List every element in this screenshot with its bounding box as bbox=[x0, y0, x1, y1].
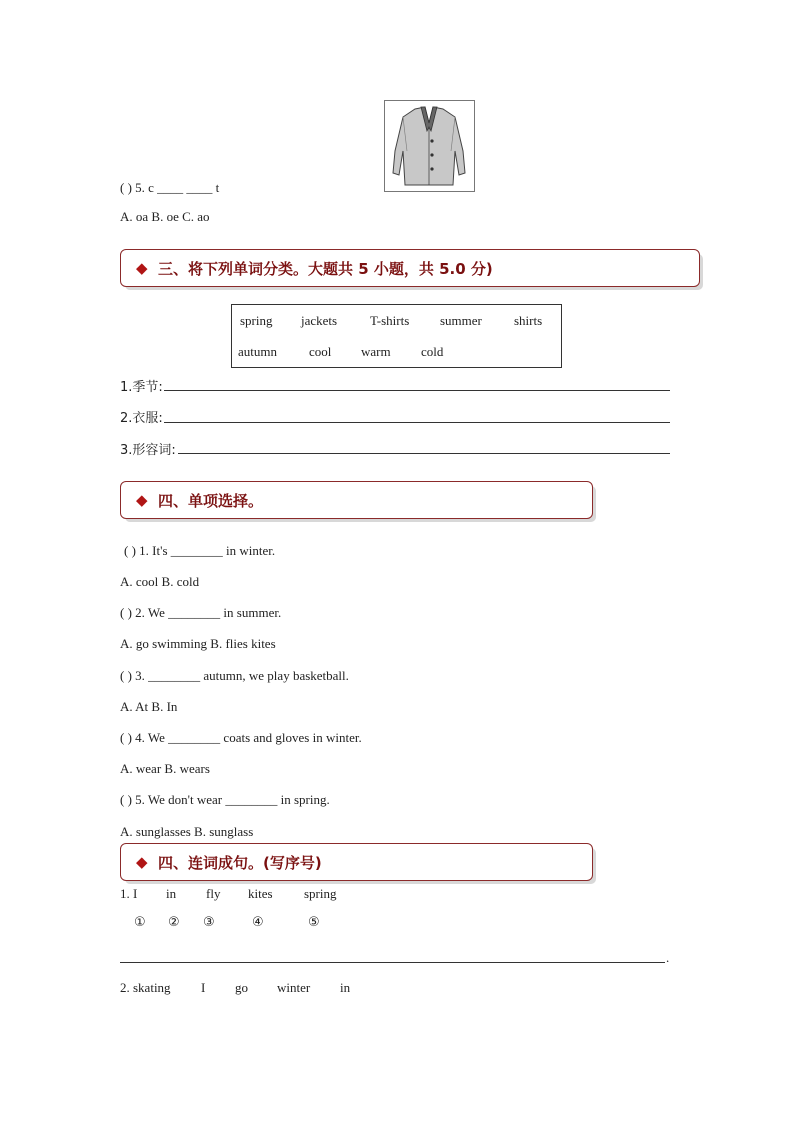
q5-prev-options: A. oa B. oe C. ao bbox=[120, 209, 210, 224]
order-number: ① bbox=[134, 915, 146, 930]
word: cool bbox=[309, 344, 332, 359]
question-options: A. sunglasses B. sunglass bbox=[120, 824, 254, 839]
word: summer bbox=[440, 313, 482, 328]
section-title: 三、将下列单词分类。大题共 5 小题，共 5.0 分) bbox=[158, 260, 493, 278]
sentence-word: in bbox=[340, 980, 351, 995]
order-number: ② bbox=[168, 915, 180, 930]
section-header-choice bbox=[120, 481, 593, 519]
sentence-word: 1. I bbox=[120, 886, 138, 901]
question-options: A. wear B. wears bbox=[120, 761, 210, 776]
word: autumn bbox=[238, 344, 277, 359]
line-label-adjective: 3.形容词: bbox=[120, 443, 176, 458]
question-stem: ( ) 2. We ________ in summer. bbox=[120, 605, 282, 620]
question-stem: ( ) 3. ________ autumn, we play basketball. bbox=[120, 668, 349, 683]
question-options: A. At B. In bbox=[120, 699, 178, 714]
sentence-word: winter bbox=[277, 980, 311, 995]
section-header-classify bbox=[120, 249, 700, 287]
jacket-picture bbox=[384, 100, 475, 192]
diamond-icon: ◆ bbox=[136, 853, 148, 871]
order-number: ③ bbox=[203, 915, 215, 930]
sentence-end-period: . bbox=[666, 950, 670, 965]
sentence-word: 2. skating bbox=[120, 980, 171, 995]
section-header-sentence bbox=[120, 843, 593, 881]
word: T-shirts bbox=[370, 313, 410, 328]
word: cold bbox=[421, 344, 444, 359]
answer-line[interactable] bbox=[164, 422, 670, 423]
question-options: A. cool B. cold bbox=[120, 574, 200, 589]
section-title: 四、连词成句。(写序号) bbox=[158, 854, 322, 872]
jacket-icon bbox=[385, 101, 474, 191]
question-stem: ( ) 1. It's ________ in winter. bbox=[124, 543, 276, 558]
sentence-word: kites bbox=[248, 886, 273, 901]
word-box bbox=[231, 304, 562, 368]
question-options: A. go swimming B. flies kites bbox=[120, 636, 276, 651]
word: jackets bbox=[301, 313, 338, 328]
section-title: 四、单项选择。 bbox=[158, 492, 264, 510]
sentence-word: in bbox=[166, 886, 177, 901]
diamond-icon: ◆ bbox=[136, 259, 148, 277]
order-number: ⑤ bbox=[308, 915, 320, 930]
sentence-word: spring bbox=[304, 886, 337, 901]
answer-line[interactable] bbox=[120, 962, 665, 963]
word: spring bbox=[240, 313, 273, 328]
line-label-clothes: 2.衣服: bbox=[120, 411, 163, 426]
word: shirts bbox=[514, 313, 543, 328]
diamond-icon: ◆ bbox=[136, 491, 148, 509]
q5-prev-stem: ( ) 5. c ____ ____ t bbox=[120, 180, 220, 195]
line-label-season: 1.季节: bbox=[120, 380, 163, 395]
question-stem: ( ) 5. We don't wear ________ in spring. bbox=[120, 792, 330, 807]
order-number: ④ bbox=[252, 915, 264, 930]
answer-line[interactable] bbox=[178, 453, 670, 454]
word: warm bbox=[361, 344, 391, 359]
sentence-word: I bbox=[201, 980, 206, 995]
sentence-word: go bbox=[235, 980, 248, 995]
sentence-word: fly bbox=[206, 886, 221, 901]
answer-line[interactable] bbox=[164, 390, 670, 391]
question-stem: ( ) 4. We ________ coats and gloves in winter. bbox=[120, 730, 362, 745]
